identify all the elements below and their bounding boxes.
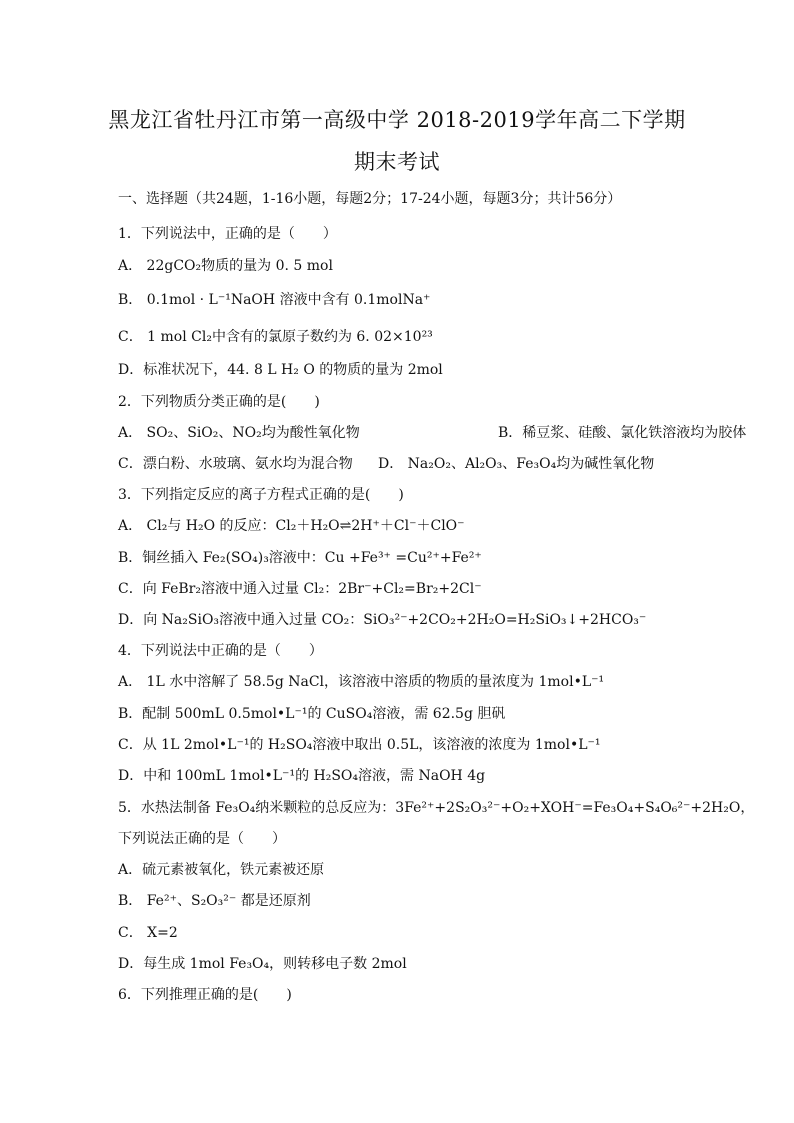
question-4-option-a: A． 1L 水中溶解了 58.5g NaCl，该溶液中溶质的物质的量浓度为 1mol•L⁻¹: [118, 674, 605, 690]
question-3-option-b: B．铜丝插入 Fe₂(SO₄)₃溶液中：Cu +Fe³⁺ =Cu²⁺+Fe²⁺: [118, 550, 482, 566]
question-3-option-a: A． Cl₂与 H₂O 的反应：Cl₂＋H₂O⇌2H⁺＋Cl⁻＋ClO⁻: [118, 518, 465, 534]
question-4-stem: 4．下列说法中正确的是（ ）: [118, 643, 323, 659]
question-2-option-b: B．稀豆浆、硅酸、氯化铁溶液均为胶体: [498, 425, 747, 441]
question-2-option-a: A． SO₂、SiO₂、NO₂均为酸性氧化物: [118, 425, 360, 441]
question-4-option-b: B．配制 500mL 0.5mol•L⁻¹的 CuSO₄溶液，需 62.5g 胆矾: [118, 706, 506, 722]
question-1-stem: 1．下列说法中，正确的是（ ）: [118, 226, 337, 242]
question-3-stem: 3．下列指定反应的离子方程式正确的是( ): [118, 487, 404, 503]
exam-title: 黑龙江省牡丹江市第一高级中学 2018-2019学年高二下学期: [108, 108, 686, 132]
question-2-option-d: D． Na₂O₂、Al₂O₃、Fe₃O₄均为碱性氧化物: [378, 456, 655, 472]
question-1-option-c: C． 1 mol Cl₂中含有的氯原子数约为 6. 02×10²³: [118, 329, 433, 345]
question-5-stem-continued: 下列说法正确的是（ ）: [118, 831, 286, 847]
question-5-option-c: C． X=2: [118, 925, 178, 941]
question-4-option-c: C．从 1L 2mol•L⁻¹的 H₂SO₄溶液中取出 0.5L，该溶液的浓度为 1mol•L⁻¹: [118, 737, 601, 753]
question-2-option-c: C．漂白粉、水玻璃、氨水均为混合物: [118, 456, 353, 472]
question-2-options-ab: [118, 423, 747, 443]
question-3-option-c: C．向 FeBr₂溶液中通入过量 Cl₂：2Br⁻+Cl₂=Br₂+2Cl⁻: [118, 581, 482, 597]
question-5-option-d: D．每生成 1mol Fe₃O₄，则转移电子数 2mol: [118, 956, 407, 972]
question-3-option-d: D．向 Na₂SiO₃溶液中通入过量 CO₂：SiO₃²⁻+2CO₂+2H₂O=H₂SiO₃↓+2HCO₃⁻: [118, 612, 647, 628]
question-5-option-a: A．硫元素被氧化，铁元素被还原: [118, 862, 325, 878]
question-6-stem: 6．下列推理正确的是( ): [118, 987, 292, 1003]
question-4-option-d: D．中和 100mL 1mol•L⁻¹的 H₂SO₄溶液，需 NaOH 4g: [118, 768, 486, 784]
exam-title-continued: 期末考试: [354, 150, 440, 174]
question-1-option-a: A． 22gCO₂物质的量为 0. 5 mol: [118, 258, 333, 274]
question-2-stem: 2．下列物质分类正确的是( ): [118, 394, 320, 410]
question-1-option-b: B． 0.1mol · L⁻¹NaOH 溶液中含有 0.1molNa⁺: [118, 292, 431, 308]
question-5-stem: 5．水热法制备 Fe₃O₄纳米颗粒的总反应为：3Fe²⁺+2S₂O₃²⁻+O₂+XOH⁻=Fe₃O₄+S₄O₆²⁻+2H₂O，: [118, 800, 755, 816]
question-2-options-cd: [118, 454, 655, 474]
question-1-option-d: D．标准状况下，44. 8 L H₂ O 的物质的量为 2mol: [118, 362, 443, 378]
question-5-option-b: B． Fe²⁺、S₂O₃²⁻ 都是还原剂: [118, 893, 311, 909]
section-heading: 一、选择题（共24题，1-16小题，每题2分；17-24小题，每题3分；共计56分）: [118, 191, 622, 207]
